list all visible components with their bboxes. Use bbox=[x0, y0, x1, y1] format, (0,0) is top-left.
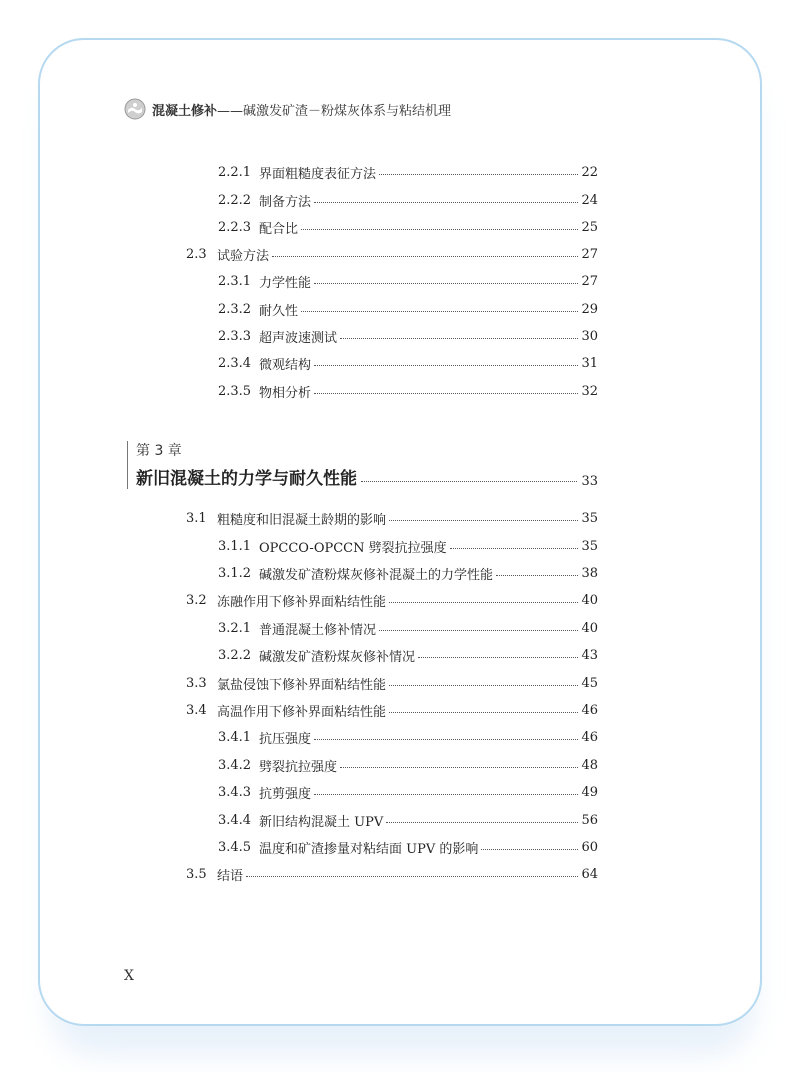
toc-entry[interactable] bbox=[218, 724, 598, 752]
toc-entry-number: 3.4 bbox=[186, 703, 207, 719]
toc-entry-page: 64 bbox=[581, 867, 598, 883]
leader-dots bbox=[389, 520, 578, 521]
toc-entry-number: 2.3 bbox=[186, 247, 207, 263]
toc-entry-number: 2.2.1 bbox=[218, 165, 252, 181]
toc-entry-page: 29 bbox=[581, 301, 598, 317]
chapter-label: 第 3 章 bbox=[136, 443, 182, 459]
toc-entry-title: 制备方法 bbox=[259, 194, 312, 210]
toc-entry[interactable] bbox=[218, 377, 598, 405]
toc-entry[interactable] bbox=[218, 159, 598, 187]
leader-dots bbox=[450, 548, 579, 549]
toc-entry-title: 物相分析 bbox=[259, 385, 312, 401]
leader-dots bbox=[314, 283, 578, 284]
toc-entry-page: 56 bbox=[581, 812, 598, 828]
toc-entry[interactable] bbox=[218, 214, 598, 242]
leader-dots bbox=[301, 311, 578, 312]
book-subtitle: ——碱激发矿渣－粉煤灰体系与粘结机理 bbox=[217, 103, 452, 119]
toc-entry[interactable] bbox=[218, 296, 598, 324]
toc-entry-number: 2.3.5 bbox=[218, 383, 252, 399]
toc-entry-page: 27 bbox=[581, 247, 598, 263]
toc-entry-title: 碱激发矿渣粉煤灰修补混凝土的力学性能 bbox=[259, 568, 494, 584]
page-number: X bbox=[124, 968, 134, 984]
toc-entry-page: 35 bbox=[581, 538, 598, 554]
leader-dots bbox=[246, 876, 578, 877]
leader-dots bbox=[340, 767, 578, 768]
toc-entry[interactable] bbox=[186, 669, 598, 697]
leader-dots bbox=[340, 338, 578, 339]
toc-entry-page: 45 bbox=[581, 675, 598, 691]
leader-dots bbox=[314, 393, 578, 394]
toc-entry[interactable] bbox=[218, 186, 598, 214]
toc-entry-number: 3.2.2 bbox=[218, 648, 252, 664]
toc-entry-title: 抗压强度 bbox=[259, 732, 312, 748]
chapter-title: 新旧混凝土的力学与耐久性能 bbox=[136, 469, 357, 489]
toc-entry[interactable] bbox=[218, 806, 598, 834]
toc-entry-page: 60 bbox=[581, 840, 598, 856]
toc-entry[interactable] bbox=[186, 505, 598, 533]
toc-entry-title: 试验方法 bbox=[217, 249, 270, 265]
toc-entry[interactable] bbox=[218, 560, 598, 588]
toc-entry-page: 22 bbox=[581, 165, 598, 181]
toc-entry-page: 43 bbox=[581, 648, 598, 664]
book-logo-icon bbox=[124, 98, 146, 120]
toc-entry-title: 普通混凝土修补情况 bbox=[259, 622, 377, 638]
toc-entry-number: 2.2.2 bbox=[218, 192, 252, 208]
toc-entry-number: 3.1.1 bbox=[218, 538, 252, 554]
toc-entry-number: 3.4.5 bbox=[218, 840, 252, 856]
toc-entry[interactable] bbox=[218, 752, 598, 780]
toc-entry-title: 力学性能 bbox=[259, 276, 312, 292]
leader-dots bbox=[389, 712, 578, 713]
toc-entry-number: 2.3.1 bbox=[218, 274, 252, 290]
toc-entry-title: 粗糙度和旧混凝土龄期的影响 bbox=[217, 513, 387, 529]
toc-entry-page: 40 bbox=[581, 620, 598, 636]
toc-entry-number: 3.4.2 bbox=[218, 757, 252, 773]
leader-dots bbox=[389, 685, 578, 686]
toc-entry[interactable] bbox=[218, 779, 598, 807]
toc-entry-number: 3.1.2 bbox=[218, 566, 252, 582]
toc-entry-title: 温度和矿渣掺量对粘结面 UPV 的影响 bbox=[259, 842, 479, 858]
toc-entry-title: 结语 bbox=[217, 869, 244, 885]
leader-dots bbox=[314, 202, 578, 203]
toc-entry-page: 46 bbox=[581, 730, 598, 746]
toc-entry-title: 超声波速测试 bbox=[259, 331, 338, 347]
toc-entry[interactable] bbox=[218, 268, 598, 296]
leader-dots bbox=[418, 657, 578, 658]
toc-entry-number: 3.1 bbox=[186, 511, 207, 527]
toc-entry-number: 3.2.1 bbox=[218, 620, 252, 636]
toc-entry-number: 3.3 bbox=[186, 675, 207, 691]
leader-dots bbox=[301, 229, 578, 230]
toc-entry[interactable] bbox=[186, 697, 598, 725]
toc-entry-title: 抗剪强度 bbox=[259, 787, 312, 803]
chapter-divider bbox=[127, 441, 128, 489]
toc-entry-title: 微观结构 bbox=[259, 358, 312, 374]
toc-entry-number: 2.3.4 bbox=[218, 356, 252, 372]
leader-dots bbox=[496, 575, 578, 576]
toc-entry[interactable] bbox=[186, 241, 598, 269]
toc-entry[interactable] bbox=[218, 323, 598, 351]
toc-entry-page: 35 bbox=[581, 511, 598, 527]
chapter-page: 33 bbox=[581, 474, 598, 489]
toc-entry-number: 2.2.3 bbox=[218, 219, 252, 235]
toc-entry-title: 界面粗糙度表征方法 bbox=[259, 167, 377, 183]
toc-entry-number: 3.2 bbox=[186, 593, 207, 609]
toc-entry-title: OPCCO-OPCCN 劈裂抗拉强度 bbox=[259, 540, 447, 556]
toc-entry-title: 高温作用下修补界面粘结性能 bbox=[217, 705, 387, 721]
leader-dots bbox=[361, 481, 577, 482]
toc-entry[interactable] bbox=[218, 834, 598, 862]
toc-entry-page: 48 bbox=[581, 757, 598, 773]
leader-dots bbox=[314, 739, 578, 740]
toc-entry-number: 3.5 bbox=[186, 867, 207, 883]
toc-entry-page: 32 bbox=[581, 383, 598, 399]
leader-dots bbox=[379, 630, 578, 631]
toc-entry-page: 24 bbox=[581, 192, 598, 208]
toc-entry[interactable] bbox=[186, 861, 598, 889]
toc-entry[interactable] bbox=[218, 350, 598, 378]
toc-entry-page: 31 bbox=[581, 356, 598, 372]
toc-entry-page: 49 bbox=[581, 785, 598, 801]
toc-entry[interactable] bbox=[218, 642, 598, 670]
leader-dots bbox=[481, 849, 578, 850]
running-header bbox=[124, 98, 451, 120]
leader-dots bbox=[272, 256, 578, 257]
toc-entry-page: 27 bbox=[581, 274, 598, 290]
toc-entry-number: 3.4.1 bbox=[218, 730, 252, 746]
toc-entry-title: 碱激发矿渣粉煤灰修补情况 bbox=[259, 650, 416, 666]
toc-entry-number: 3.4.4 bbox=[218, 812, 252, 828]
book-title: 混凝土修补 bbox=[152, 103, 218, 119]
toc-entry-page: 38 bbox=[581, 566, 598, 582]
chapter-title-line[interactable] bbox=[136, 464, 598, 489]
toc-entry-title: 冻融作用下修补界面粘结性能 bbox=[217, 595, 387, 611]
toc-entry-number: 3.4.3 bbox=[218, 785, 252, 801]
toc-entry-page: 46 bbox=[581, 703, 598, 719]
toc-entry-number: 2.3.3 bbox=[218, 329, 252, 345]
toc-entry[interactable] bbox=[218, 532, 598, 560]
leader-dots bbox=[314, 365, 578, 366]
toc-entry-page: 25 bbox=[581, 219, 598, 235]
leader-dots bbox=[314, 794, 578, 795]
toc-entry[interactable] bbox=[186, 587, 598, 615]
leader-dots bbox=[386, 822, 578, 823]
leader-dots bbox=[379, 174, 578, 175]
toc-entry-page: 40 bbox=[581, 593, 598, 609]
toc-entry-title: 配合比 bbox=[259, 221, 299, 237]
toc-entry-number: 2.3.2 bbox=[218, 301, 252, 317]
toc-entry-title: 新旧结构混凝土 UPV bbox=[259, 814, 384, 830]
toc-entry-title: 耐久性 bbox=[259, 303, 299, 319]
toc-entry-title: 劈裂抗拉强度 bbox=[259, 759, 338, 775]
leader-dots bbox=[389, 602, 578, 603]
toc-entry-title: 氯盐侵蚀下修补界面粘结性能 bbox=[217, 677, 387, 693]
toc-entry[interactable] bbox=[218, 615, 598, 643]
toc-entry-page: 30 bbox=[581, 329, 598, 345]
